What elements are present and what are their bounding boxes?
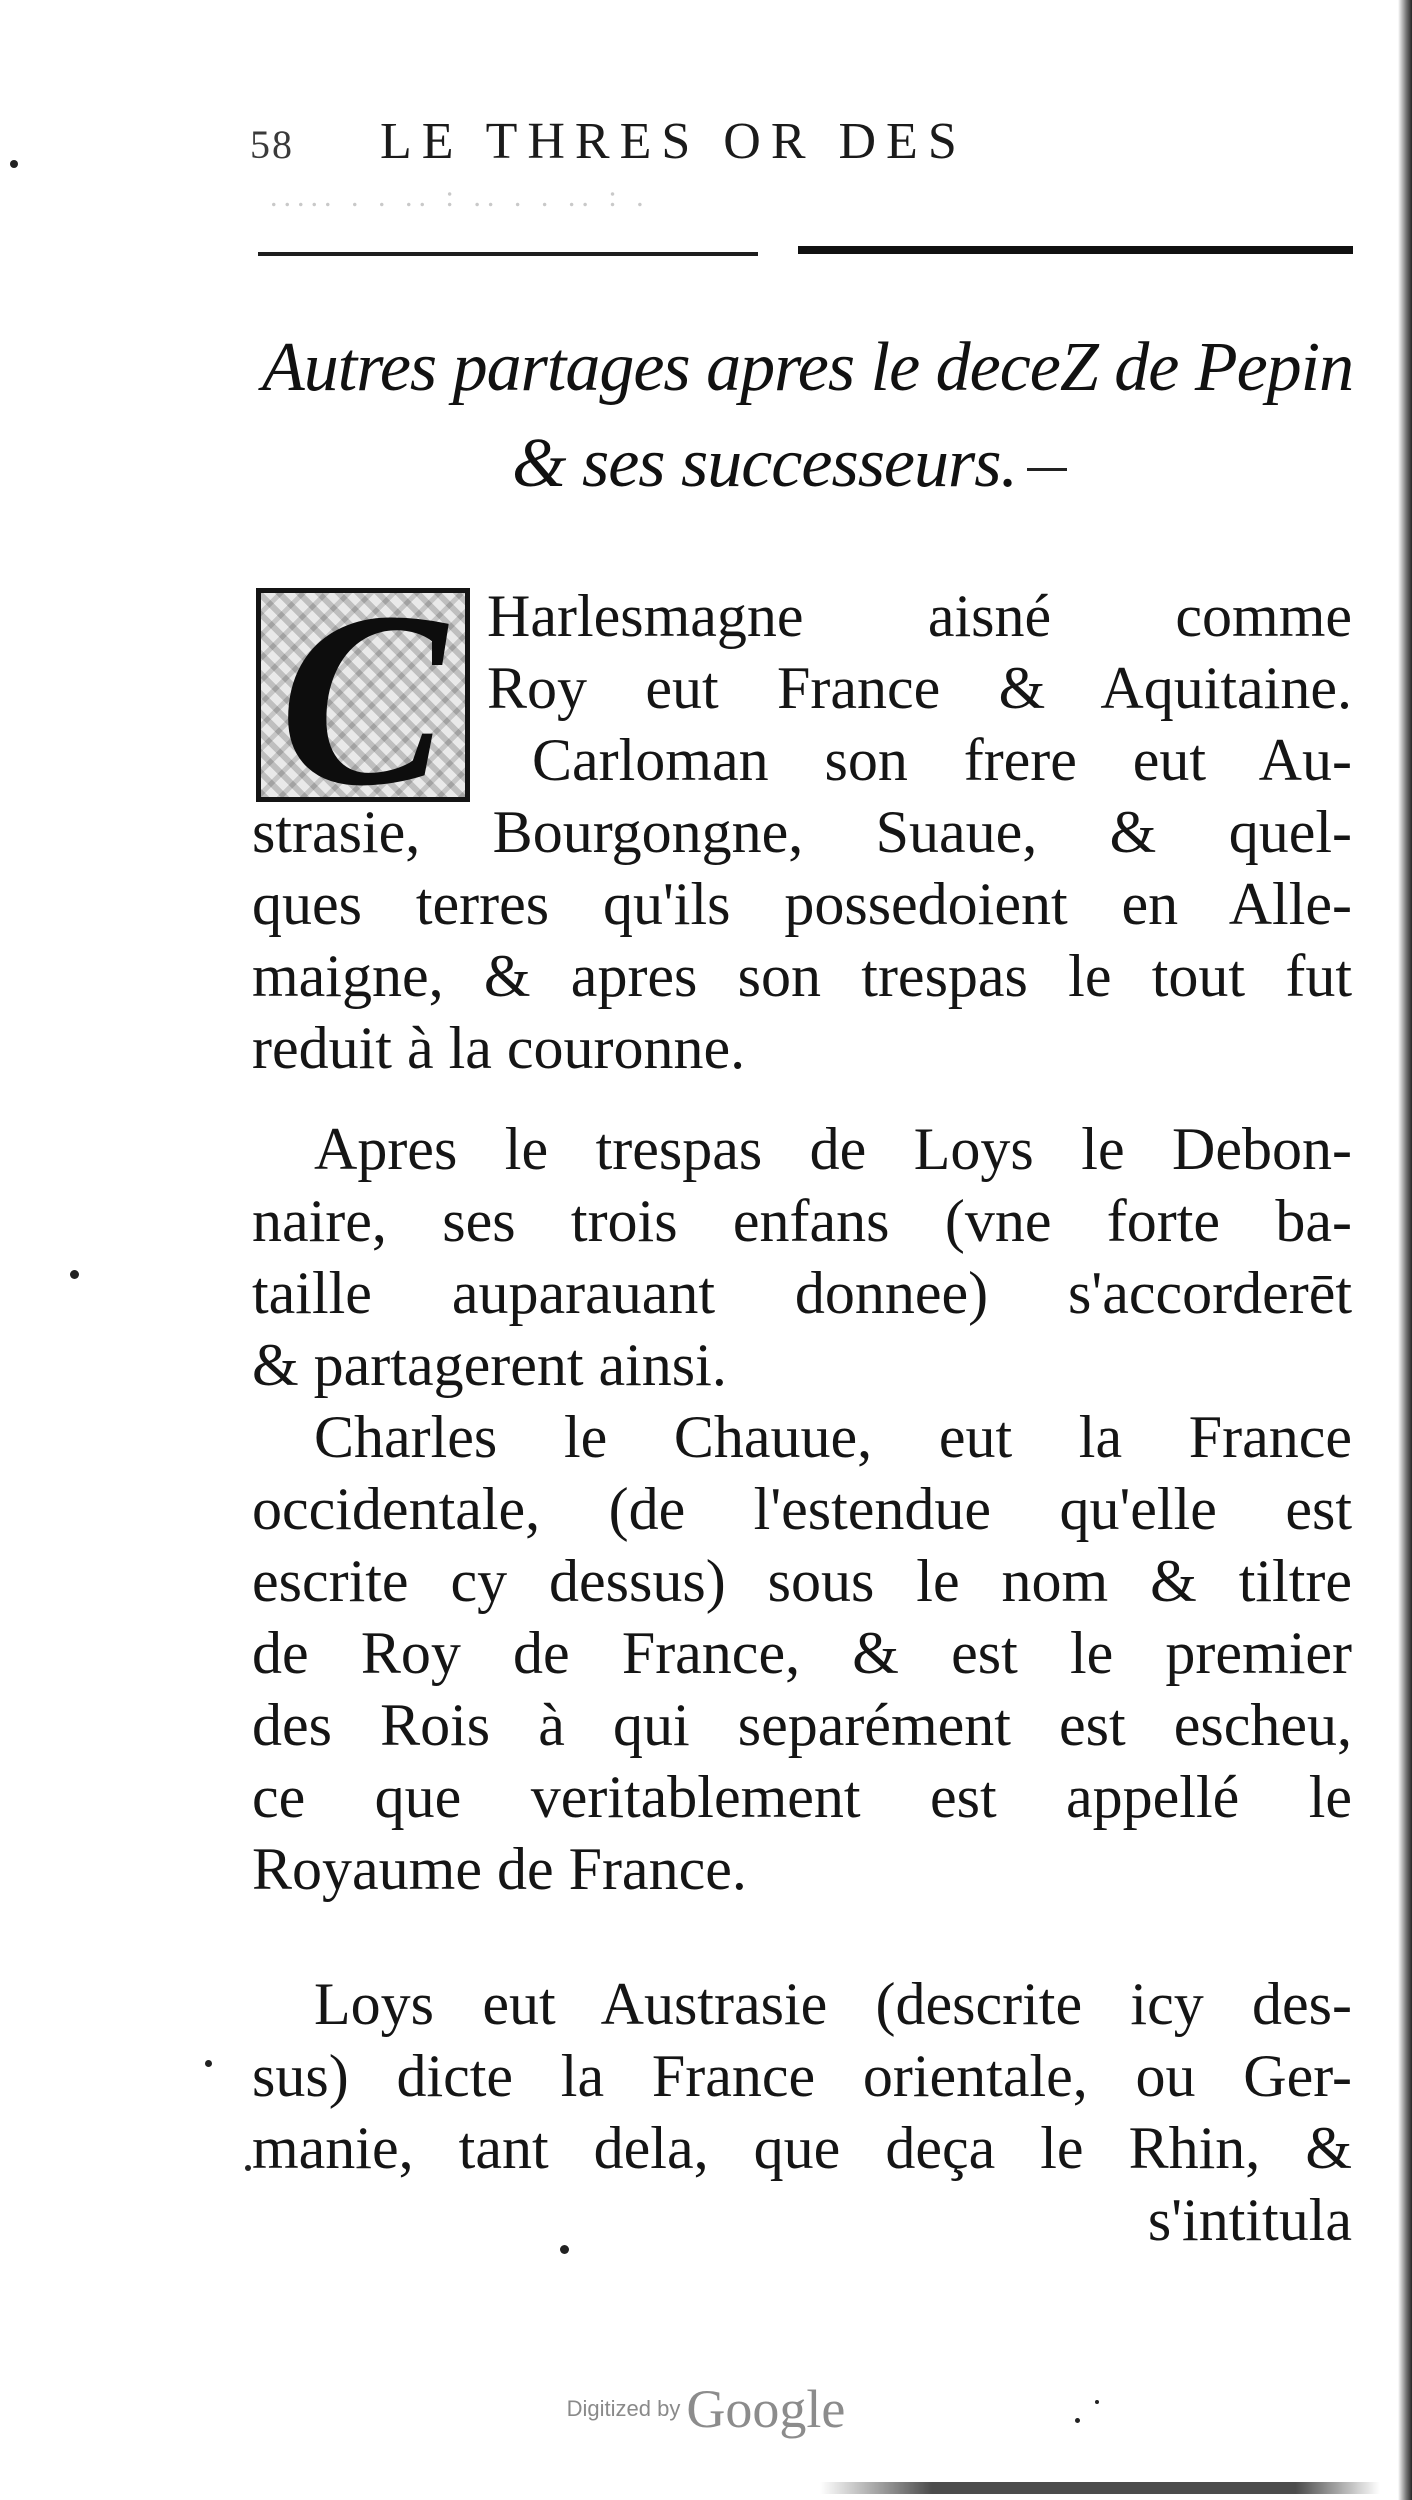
running-head — [250, 112, 1350, 171]
text-line: & partagerent ainsi. — [252, 1332, 727, 1398]
speck — [10, 160, 18, 168]
text-line: maigne, & apres son trespas le tout fut — [252, 943, 1352, 1009]
text-line: de Roy de France, & est le premier — [252, 1620, 1352, 1686]
text-line: ce que veritablement est appellé le — [252, 1764, 1352, 1830]
drop-cap-letter: C — [279, 561, 447, 838]
text-line: Apres le trespas de Loys le Debon- — [314, 1116, 1352, 1182]
digitized-by-label: Digitized by — [566, 2396, 681, 2421]
section-title-line1: Autres partages apres le deceZ de Pepin — [262, 329, 1354, 406]
text-line: Royaume de France. — [252, 1836, 747, 1902]
title-dash — [1027, 468, 1067, 471]
header-rule-left — [258, 252, 758, 256]
paragraph-2 — [252, 1113, 1352, 1401]
page-edge-shadow — [1398, 0, 1412, 2500]
speck — [560, 2245, 569, 2254]
text-line: des Rois à qui separément est escheu, — [252, 1692, 1352, 1758]
speck — [1095, 2400, 1099, 2404]
google-logo: Google — [686, 2379, 846, 2439]
text-line: ques terres qu'ils possedoient en Alle- — [252, 871, 1352, 937]
speck — [1075, 2418, 1080, 2423]
speck — [205, 2060, 212, 2067]
bottom-edge-ink — [820, 2482, 1380, 2494]
speck — [245, 2165, 251, 2171]
bleed-through-text: ..... . . .. : .. . . .. : . — [270, 180, 650, 213]
text-line: Roy eut France & Aquitaine. — [487, 655, 1352, 721]
running-head-title: LE THRES OR DES — [380, 113, 967, 170]
text-line: Harlesmagne aisné comme — [487, 583, 1352, 649]
text-line: Carloman son frere eut Au- — [532, 727, 1352, 793]
text-line: Charles le Chauue, eut la France — [314, 1404, 1352, 1470]
text-line: naire, ses trois enfans (vne forte ba- — [252, 1188, 1352, 1254]
text-line: escrite cy dessus) sous le nom & tiltre — [252, 1548, 1352, 1614]
digitized-by-watermark — [0, 2378, 1412, 2440]
text-line: sus) dicte la France orientale, ou Ger- — [252, 2043, 1352, 2109]
speck — [70, 1270, 79, 1279]
text-line: reduit à la couronne. — [252, 1015, 746, 1081]
text-line: Loys eut Austrasie (descrite icy des- — [314, 1971, 1352, 2037]
paragraph-4 — [252, 1968, 1352, 2256]
section-title — [262, 320, 1372, 512]
paragraph-3 — [252, 1401, 1352, 1905]
header-rule-right — [798, 246, 1353, 254]
section-title-line2: & ses successeurs. — [512, 425, 1017, 502]
catchword: s'intitula — [1147, 2187, 1352, 2253]
text-line: occidentale, (de l'estendue qu'elle est — [252, 1476, 1352, 1542]
text-line: taille auparauant donnee) s'accorderēt — [252, 1260, 1352, 1326]
text-line: manie, tant dela, que deça le Rhin, & — [252, 2115, 1352, 2181]
paragraph-1 — [252, 580, 1352, 1084]
text-line: strasie, Bourgongne, Suaue, & quel- — [252, 799, 1352, 865]
page-number: 58 — [250, 122, 294, 167]
